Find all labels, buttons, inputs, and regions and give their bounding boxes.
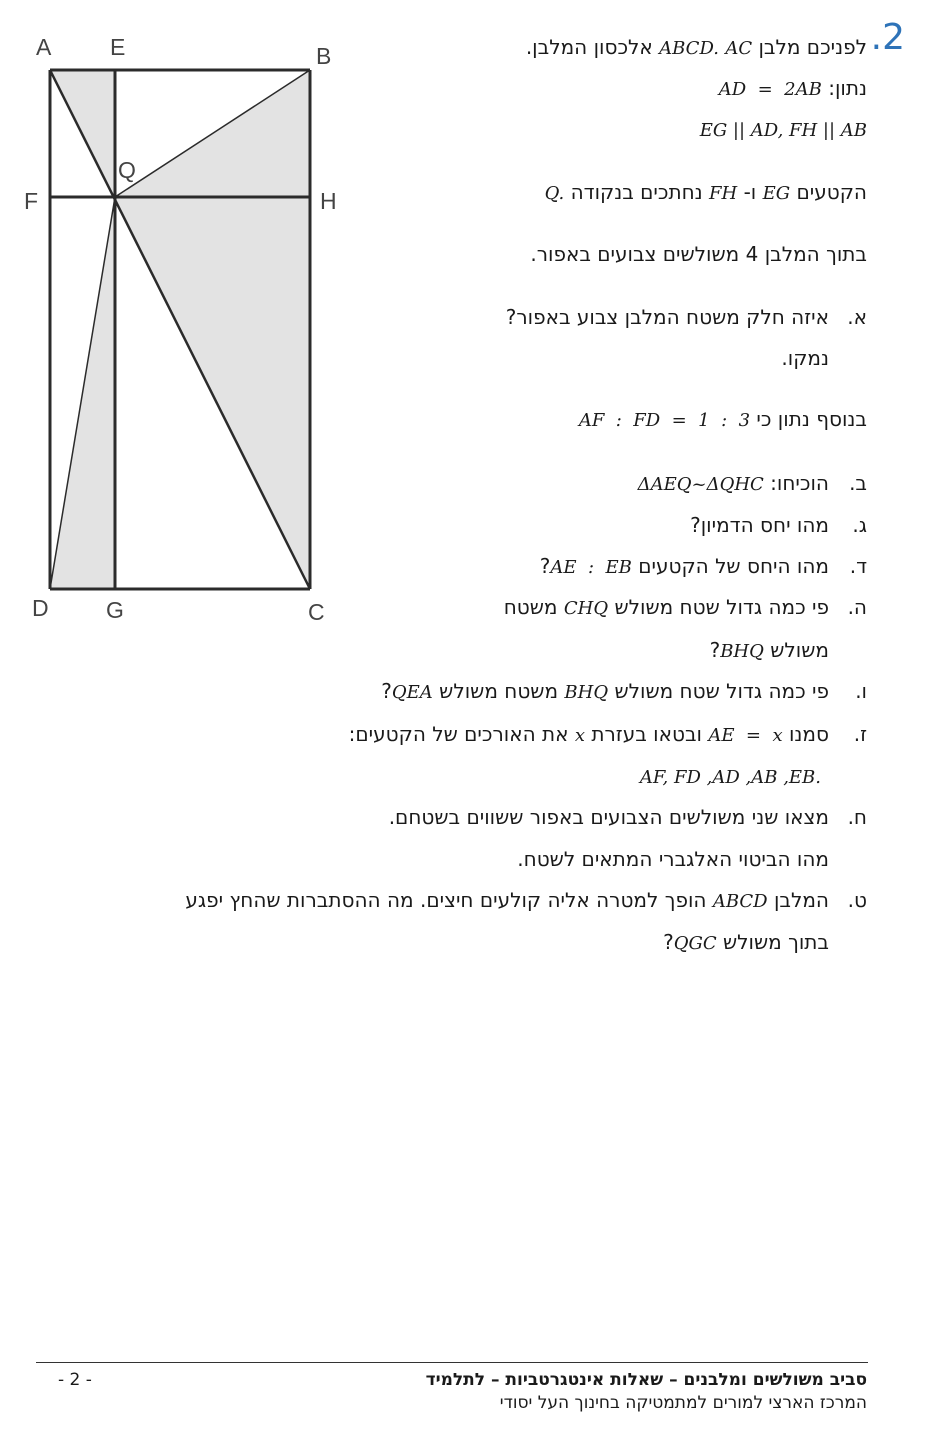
additional-line (579, 406, 867, 434)
part-h-line1: מצאו שני משולשים הצבועים באפור ששווים בשטחם. (388, 805, 829, 829)
intro-rect: ABCD (659, 38, 714, 59)
label-a: A (36, 34, 52, 60)
intro-diag: AC (725, 38, 753, 59)
part-e-t2: BHQ (720, 641, 764, 662)
part-a-line1: איזה חלק משטח המלבן צבוע באפור? (505, 305, 829, 329)
label-g: G (106, 597, 124, 623)
label-c: C (308, 599, 325, 625)
part-t-tri: QGC (673, 933, 717, 954)
label-q: Q (118, 157, 136, 183)
part-b-label: הוכיחו: (770, 471, 829, 495)
part-g-mid: ובטאו בעזרת (591, 722, 702, 746)
question-number: .2 (870, 17, 905, 58)
intro-line (526, 34, 867, 62)
part-b-line (638, 470, 829, 498)
part-e-post: משטח (503, 595, 558, 619)
part-e-t1: CHQ (563, 598, 609, 619)
intersect-point: Q. (544, 183, 565, 204)
intro-sep: . (713, 38, 719, 59)
additional-eq: AF : FD = 1 : 3 (578, 410, 751, 431)
part-g-eq: AE = x (708, 725, 783, 746)
intersect-s1: EG (762, 183, 791, 204)
part-g-pre: סמנו (788, 722, 829, 746)
part-d-q: ? (539, 554, 551, 578)
intersect-post: נחתכים בנקודה (570, 180, 703, 204)
part-c-text: מהו יחס הדמיון? (690, 513, 829, 537)
part-g-line1 (349, 721, 829, 749)
part-f-q: ? (381, 679, 392, 703)
part-a-marker: א. (847, 305, 867, 329)
part-f-line (381, 678, 829, 706)
part-t-pre: המלבן (773, 888, 829, 912)
label-f: F (24, 188, 39, 214)
part-f-t1: BHQ (564, 682, 609, 703)
intro-post: אלכסון המלבן. (525, 35, 653, 59)
additional-text: בנוסף נתון כי (756, 407, 867, 431)
part-e-q: ? (709, 638, 721, 662)
part-c-marker: ג. (852, 513, 867, 537)
part-d-text: מהו היחס של הקטעים (638, 554, 829, 578)
part-t-marker: ט. (847, 888, 867, 912)
part-d-marker: ד. (849, 554, 867, 578)
part-b-marker: ב. (849, 471, 867, 495)
part-e-marker: ה. (847, 595, 867, 619)
part-g-line2 (640, 763, 821, 791)
part-f-t2: QEA (391, 682, 433, 703)
part-t-post: הופך למטרה אליה קולעים חיצים. מה ההסתברות שהחץ יפגע (185, 888, 707, 912)
part-d-line (540, 553, 829, 581)
part-g-post: את האורכים של הקטעים: (348, 722, 569, 746)
part-t-line1 (185, 887, 829, 915)
part-t-rect: ABCD (712, 891, 768, 912)
part-f-pre: פי כמה גדול שטח משולש (614, 679, 829, 703)
part-e-line1 (504, 594, 829, 622)
part-t-line2 (663, 929, 829, 957)
given-eq: AD = 2AB (718, 79, 822, 100)
intersect-pre: הקטעים (796, 180, 867, 204)
part-g-var: x (574, 725, 586, 746)
label-e: E (110, 34, 126, 60)
part-a-line2: נמקו. (781, 346, 829, 370)
given-line (719, 75, 867, 103)
part-d-expr: AE : EB (550, 557, 632, 578)
shaded-note: בתוך המלבן 4 משולשים צבועים באפור. (530, 242, 867, 266)
footer-title: סביב משולשים ומלבנים – שאלות אינטגרטביות – לתלמיד (425, 1370, 867, 1390)
part-e-line2 (710, 637, 829, 665)
given-label: נתון: (828, 76, 867, 100)
intro-pre: לפניכם מלבן (758, 35, 867, 59)
intersect-line (545, 179, 867, 207)
part-h-line2: מהו הביטוי האלגברי המתאים לשטח. (517, 847, 829, 871)
page-number: - 2 - (58, 1370, 92, 1390)
label-d: D (32, 595, 49, 621)
parallel-line (700, 116, 867, 144)
part-g-segments: AF, FD ,AD ,AB ,EB. (639, 767, 821, 788)
part-e-line2-pre: משולש (770, 638, 829, 662)
label-b: B (316, 43, 332, 69)
part-t-line2-pre: בתוך משולש (723, 930, 829, 954)
part-b-expr: ΔAEQ~ΔQHC (637, 474, 764, 495)
parallel-eq: EG || AD, FH || AB (699, 120, 867, 141)
part-t-q: ? (663, 930, 674, 954)
part-h-marker: ח. (847, 805, 867, 829)
footer-subtitle: המרכז הארצי למורים למתמטיקה בחינוך העל יסודי (499, 1393, 867, 1413)
part-f-mid: משטח משולש (439, 679, 559, 703)
part-f-marker: ו. (855, 679, 867, 703)
label-h: H (320, 188, 337, 214)
footer-divider (36, 1362, 868, 1363)
intersect-and: ו- (743, 180, 757, 204)
part-g-marker: ז. (853, 722, 867, 746)
part-e-pre: פי כמה גדול שטח משולש (614, 595, 829, 619)
intersect-s2: FH (709, 183, 738, 204)
